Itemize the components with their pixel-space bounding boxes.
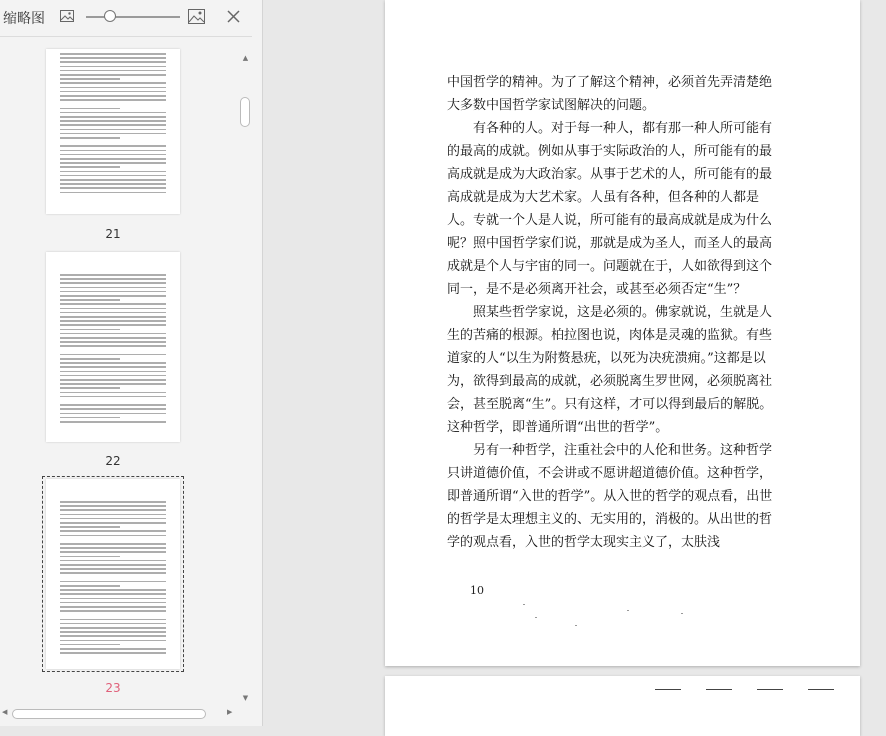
thumbnail-text-line (60, 124, 166, 126)
thumbnail-text-line (60, 413, 166, 415)
thumbnail-text-line (60, 133, 166, 135)
thumbnail-text-line (60, 108, 120, 110)
thumbnail-text-line (60, 74, 166, 76)
thumbnail-text-line (60, 61, 166, 63)
thumbnail-text-line (60, 87, 166, 89)
sidebar-title: 缩略图 (3, 11, 45, 27)
thumbnail-text-line (60, 299, 120, 301)
image-large-icon[interactable] (187, 7, 205, 25)
thumbnail-text-line (60, 137, 120, 139)
thumbnail-page-21[interactable] (46, 49, 180, 214)
scan-speck (535, 617, 537, 618)
paragraph-4: 另有一种哲学，注重社会中的人伦和世务。这种哲学只讲道德价值，不会讲或不愿讲超道德价值。这种哲学，即普通所谓“入世的哲学”。从入世的哲学的观点看，出世的哲学是太理想主义的、无实用的，消极的。从出世的哲学的观点看，入世的哲学太现实主义了，太肤浅 (447, 443, 773, 550)
thumbnail-sidebar (0, 0, 263, 726)
paragraph-3: 照某些哲学家说，这是必须的。佛家就说，生就是人生的苦痛的根源。柏拉图也说，肉体是灵魂的监狱。有些道家的人“以生为附赘悬疣，以死为决疣溃痈。”这都是以为，欲得到最高的成就，必须脱离生罗世网，必须脱离社会，甚至脱离“生”。只有这样，才可以得到最后的解脱。这种哲学，即普通所谓“出世的哲学”。 (447, 305, 773, 435)
scroll-right-arrow-icon[interactable]: ▶ (227, 708, 233, 716)
thumbnail-text-line (60, 329, 120, 331)
header-rule (757, 689, 783, 690)
horizontal-scroll-thumb[interactable] (12, 709, 206, 719)
thumbnail-text-line (60, 320, 166, 322)
horizontal-scrollbar[interactable] (0, 707, 238, 721)
thumbnail-text-line (60, 324, 166, 326)
thumbnail-text-line (60, 129, 166, 131)
zoom-slider-handle[interactable] (104, 10, 116, 22)
thumbnail-text-line (60, 408, 166, 410)
scroll-left-arrow-icon[interactable]: ◀ (2, 708, 8, 716)
page-body-text (447, 71, 777, 554)
thumbnail-text-line (60, 387, 120, 389)
paragraph-1: 中国哲学的精神。为了了解这个精神，必须首先弄清楚绝大多数中国哲学家试图解决的问题。 (447, 75, 773, 113)
thumbnail-text-line (60, 78, 120, 80)
sidebar-header (0, 0, 262, 34)
thumbnail-text-line (60, 66, 166, 68)
thumbnail-text-line (60, 171, 166, 173)
thumbnail-text-line (60, 345, 166, 347)
thumbnail-text-line (60, 99, 166, 101)
thumbnail-text-line (60, 175, 166, 177)
vertical-scrollbar[interactable] (239, 49, 252, 705)
header-rule (808, 689, 834, 690)
thumbnail-text-line (60, 82, 166, 84)
thumbnail-text-line (60, 166, 120, 168)
scroll-up-arrow-icon[interactable]: ▲ (242, 54, 249, 62)
scan-speck (627, 610, 629, 611)
thumbnail-text-line (60, 295, 166, 297)
thumbnail-text-line (60, 341, 166, 343)
thumbnail-page-22[interactable] (46, 252, 180, 442)
header-rule (706, 689, 732, 690)
thumbnail-text-line (60, 417, 120, 419)
thumbnail-text-line (60, 70, 166, 72)
thumbnail-text-line (60, 112, 166, 114)
thumbnail-text-line (60, 396, 166, 398)
paragraph-2: 有各种的人。对于每一种人，都有那一种人所可能有的最高的成就。例如从事于实际政治的人，所可能有的最高成就是成为大政治家。从事于艺术的人，所可能有的最高成就是成为大艺术家。人虽有各种，但各种的人都是人。专就一个人是人说，所可能有的最高成就是成为什么呢？照中国哲学家们说，那就是成为圣人，而圣人的最高成就是个人与宇宙的同一。问题就在于，人如欲得到这个同一，是不是必须离开社会，或甚至必须否定“生”？ (447, 121, 773, 297)
thumbnail-text-line (60, 358, 120, 360)
thumbnail-text-line (60, 145, 166, 147)
scan-speck (575, 625, 577, 626)
thumbnail-text-line (60, 150, 166, 152)
thumbnail-text-line (60, 53, 166, 55)
scan-speck (681, 613, 683, 614)
document-page (385, 0, 860, 666)
thumbnail-text-line (60, 287, 166, 289)
thumbnail-text-line (60, 383, 166, 385)
thumbnail-text-line (60, 278, 166, 280)
thumbnail-text-line (60, 162, 166, 164)
thumbnail-text-line (60, 312, 166, 314)
thumbnail-label-23: 23 (105, 681, 121, 695)
thumbnail-text-line (60, 371, 166, 373)
page-number: 10 (470, 584, 484, 597)
scan-speck (523, 604, 525, 605)
thumbnail-text-line (60, 192, 166, 194)
thumbnail-text-line (60, 120, 166, 122)
thumbnail-text-line (60, 337, 166, 339)
thumbnail-text-line (60, 91, 166, 93)
vertical-scroll-thumb[interactable] (240, 97, 250, 127)
thumbnail-text-line (60, 57, 166, 59)
thumbnail-text-line (60, 282, 166, 284)
thumbnail-text-line (60, 392, 166, 394)
thumbnail-text-line (60, 158, 166, 160)
thumbnail-text-line (60, 274, 166, 276)
thumbnail-label-21: 21 (105, 227, 121, 241)
thumbnail-text-line (60, 354, 166, 356)
header-rule (655, 689, 681, 690)
thumbnail-text-line (60, 154, 166, 156)
thumbnail-text-line (60, 179, 166, 181)
thumbnail-text-line (60, 291, 166, 293)
thumbnail-text-line (60, 116, 166, 118)
thumbnail-text-line (60, 308, 166, 310)
zoom-slider-track[interactable] (86, 16, 180, 18)
thumbnail-text-line (60, 404, 166, 406)
thumbnail-text-line (60, 303, 166, 305)
thumbnail-text-line (60, 421, 166, 423)
thumbnail-text-line (60, 187, 166, 189)
thumbnail-text-line (60, 362, 166, 364)
image-small-icon[interactable] (58, 7, 76, 25)
thumbnail-label-22: 22 (105, 454, 121, 468)
thumbnail-text-line (60, 333, 166, 335)
thumbnail-text-line (60, 95, 166, 97)
thumbnail-text-line (60, 316, 166, 318)
thumbnail-text-line (60, 366, 166, 368)
close-icon[interactable] (224, 7, 242, 25)
next-document-page (385, 676, 860, 736)
thumbnail-selection-frame (42, 476, 184, 672)
scroll-down-arrow-icon[interactable]: ▼ (242, 694, 249, 702)
thumbnail-text-line (60, 379, 166, 381)
thumbnail-text-line (60, 183, 166, 185)
thumbnail-text-line (60, 375, 166, 377)
